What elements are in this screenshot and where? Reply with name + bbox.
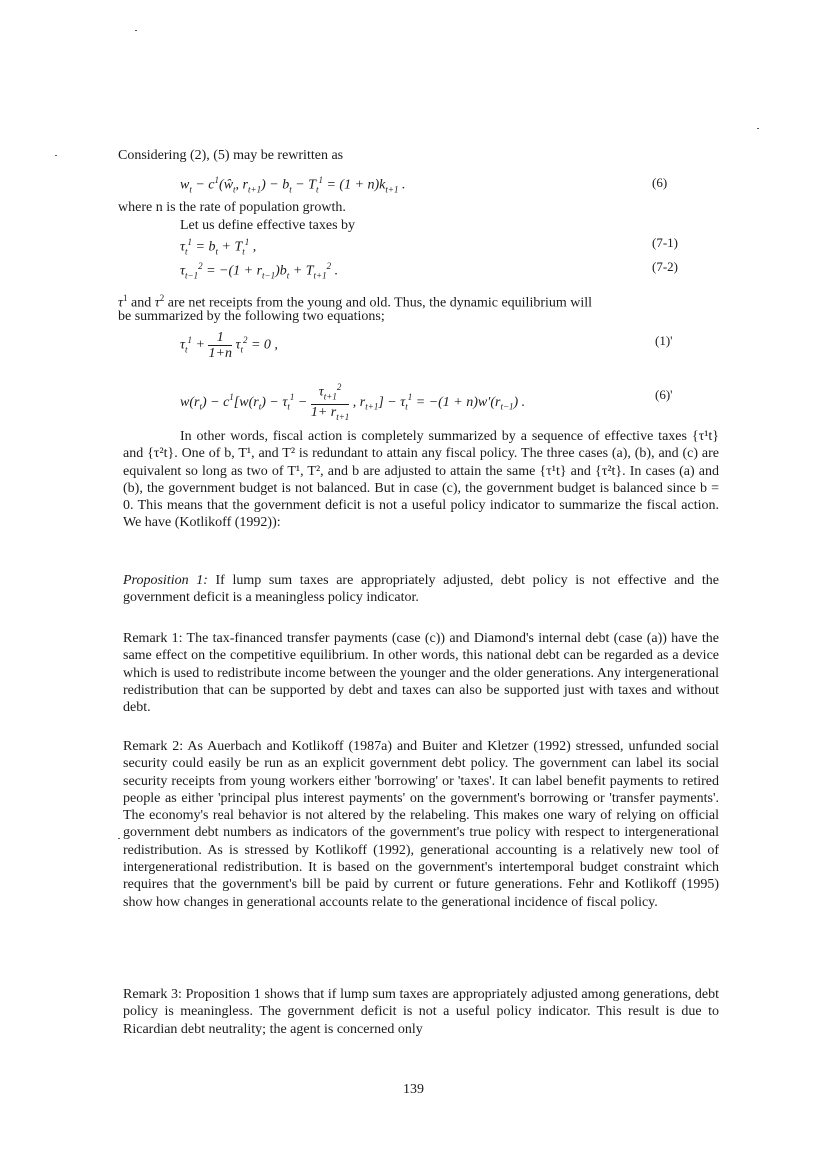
intro-line: Considering (2), (5) may be rewritten as [118,148,344,163]
scan-speck [118,838,120,839]
equation-number-1-prime: (1)' [655,333,673,348]
proposition-1-label: Proposition 1: [123,573,208,588]
paragraph-fiscal-action: In other words, fiscal action is completely summarized by a sequence of effective taxes {τ¹t} and {τ²t}. One of b, T¹, and T² is redundant to attain any fiscal policy. The three cases (a), (b), and (c) are equivalent so long as two of T¹, T², and b are adjusted to attain the same {τ¹t} and {τ²t}. In cases (a) and (b), the government budget is not balanced. But in case (c), the government budget is balanced since b = 0. This means that the government deficit is not a useful policy indicator to summarize the fiscal action. We have (Kotlikoff (1992)): [123,429,719,531]
equation-7-2: $\tau_{t-1}^2 = -(1 + r_{t-1})b_t + T_{t+1}^2$ . [180,261,339,281]
population-growth-line: where n is the rate of population growth. [118,200,346,215]
equation-6: $w_t$ − $c^1(ŵ_t$, $r_{t+1}) - b_t - T_t^1 = (1 + n)k_{t+1}$ . [180,175,406,195]
equation-6-prime: $w(r_t) - c^1[w(r_t) - \tau_t^1$ − $\frac{\tau_{t+1}^2}{1+ r_{t+1}}$ , $r_{t+1}] - \tau_t^1 = -(1 + n)w'(r_{t-1})$ . [180,382,526,423]
tau-description-line-2: be summarized by the following two equations; [118,309,385,324]
equation-1-prime: $\tau_t^1$ + $\frac{1}{1+n}$ $\tau_t^2 = 0$ , [180,330,278,361]
equation-number-7-1: (7-1) [652,235,678,250]
equation-7-1: $\tau_t^1 = b_t + T_t^1$ , [180,237,257,257]
remark-1: Remark 1: The tax-financed transfer payments (case (c)) and Diamond's internal debt (case (a)) have the same effect on the competitive equilibrium. In other words, this national debt can be regarded as a device which is used to redistribute income between the younger and the older generations. Any intergenerational redistribution that can be supported by debt and taxes can also be supported just with taxes and without debt. [123,631,719,716]
scan-speck [757,128,759,129]
equation-number-6-prime: (6)' [655,387,673,402]
remark-3: Remark 3: Proposition 1 shows that if lump sum taxes are appropriately adjusted among generations, debt policy is meaningless. The government deficit is not a useful policy indicator. This result is due to Ricardian debt neutrality; the agent is concerned only [123,987,719,1037]
page-number: 139 [403,1082,424,1097]
scan-speck [135,30,137,31]
scan-speck [55,155,57,156]
define-taxes-line: Let us define effective taxes by [180,218,356,233]
proposition-1 [123,572,719,607]
equation-number-7-2: (7-2) [652,259,678,274]
proposition-1-text: If lump sum taxes are appropriately adjusted, debt policy is not effective and the government deficit is a meaningless policy indicator. [123,573,720,606]
tau-description-line: $\tau^1$ and $\tau^2$ are net receipts from the young and old. Thus, the dynamic equilibrium will [118,293,593,311]
remark-2: Remark 2: As Auerbach and Kotlikoff (1987a) and Buiter and Kletzer (1992) stressed, unfunded social security could easily be run as an explicit government debt policy. The government can label its social security receipts from young workers either 'borrowing' or 'taxes'. It can label benefit payments to retired people as either 'principal plus interest payments' on the government's borrowing or 'transfer payments'. The economy's real behavior is not altered by the relabeling. This makes one wary of relying on official government debt numbers as indicators of the government's true policy with respect to intergenerational redistribution. As is stressed by Kotlikoff (1992), generational accounting is a relatively new tool of intergenerational redistribution. It is based on the government's intertemporal budget constraint which requires that the government's bill be paid by current or future generations. Fehr and Kotlikoff (1995) show how changes in generational accounts relate to the generational incidence of fiscal policy. [123,739,719,910]
equation-number-6: (6) [652,175,668,190]
